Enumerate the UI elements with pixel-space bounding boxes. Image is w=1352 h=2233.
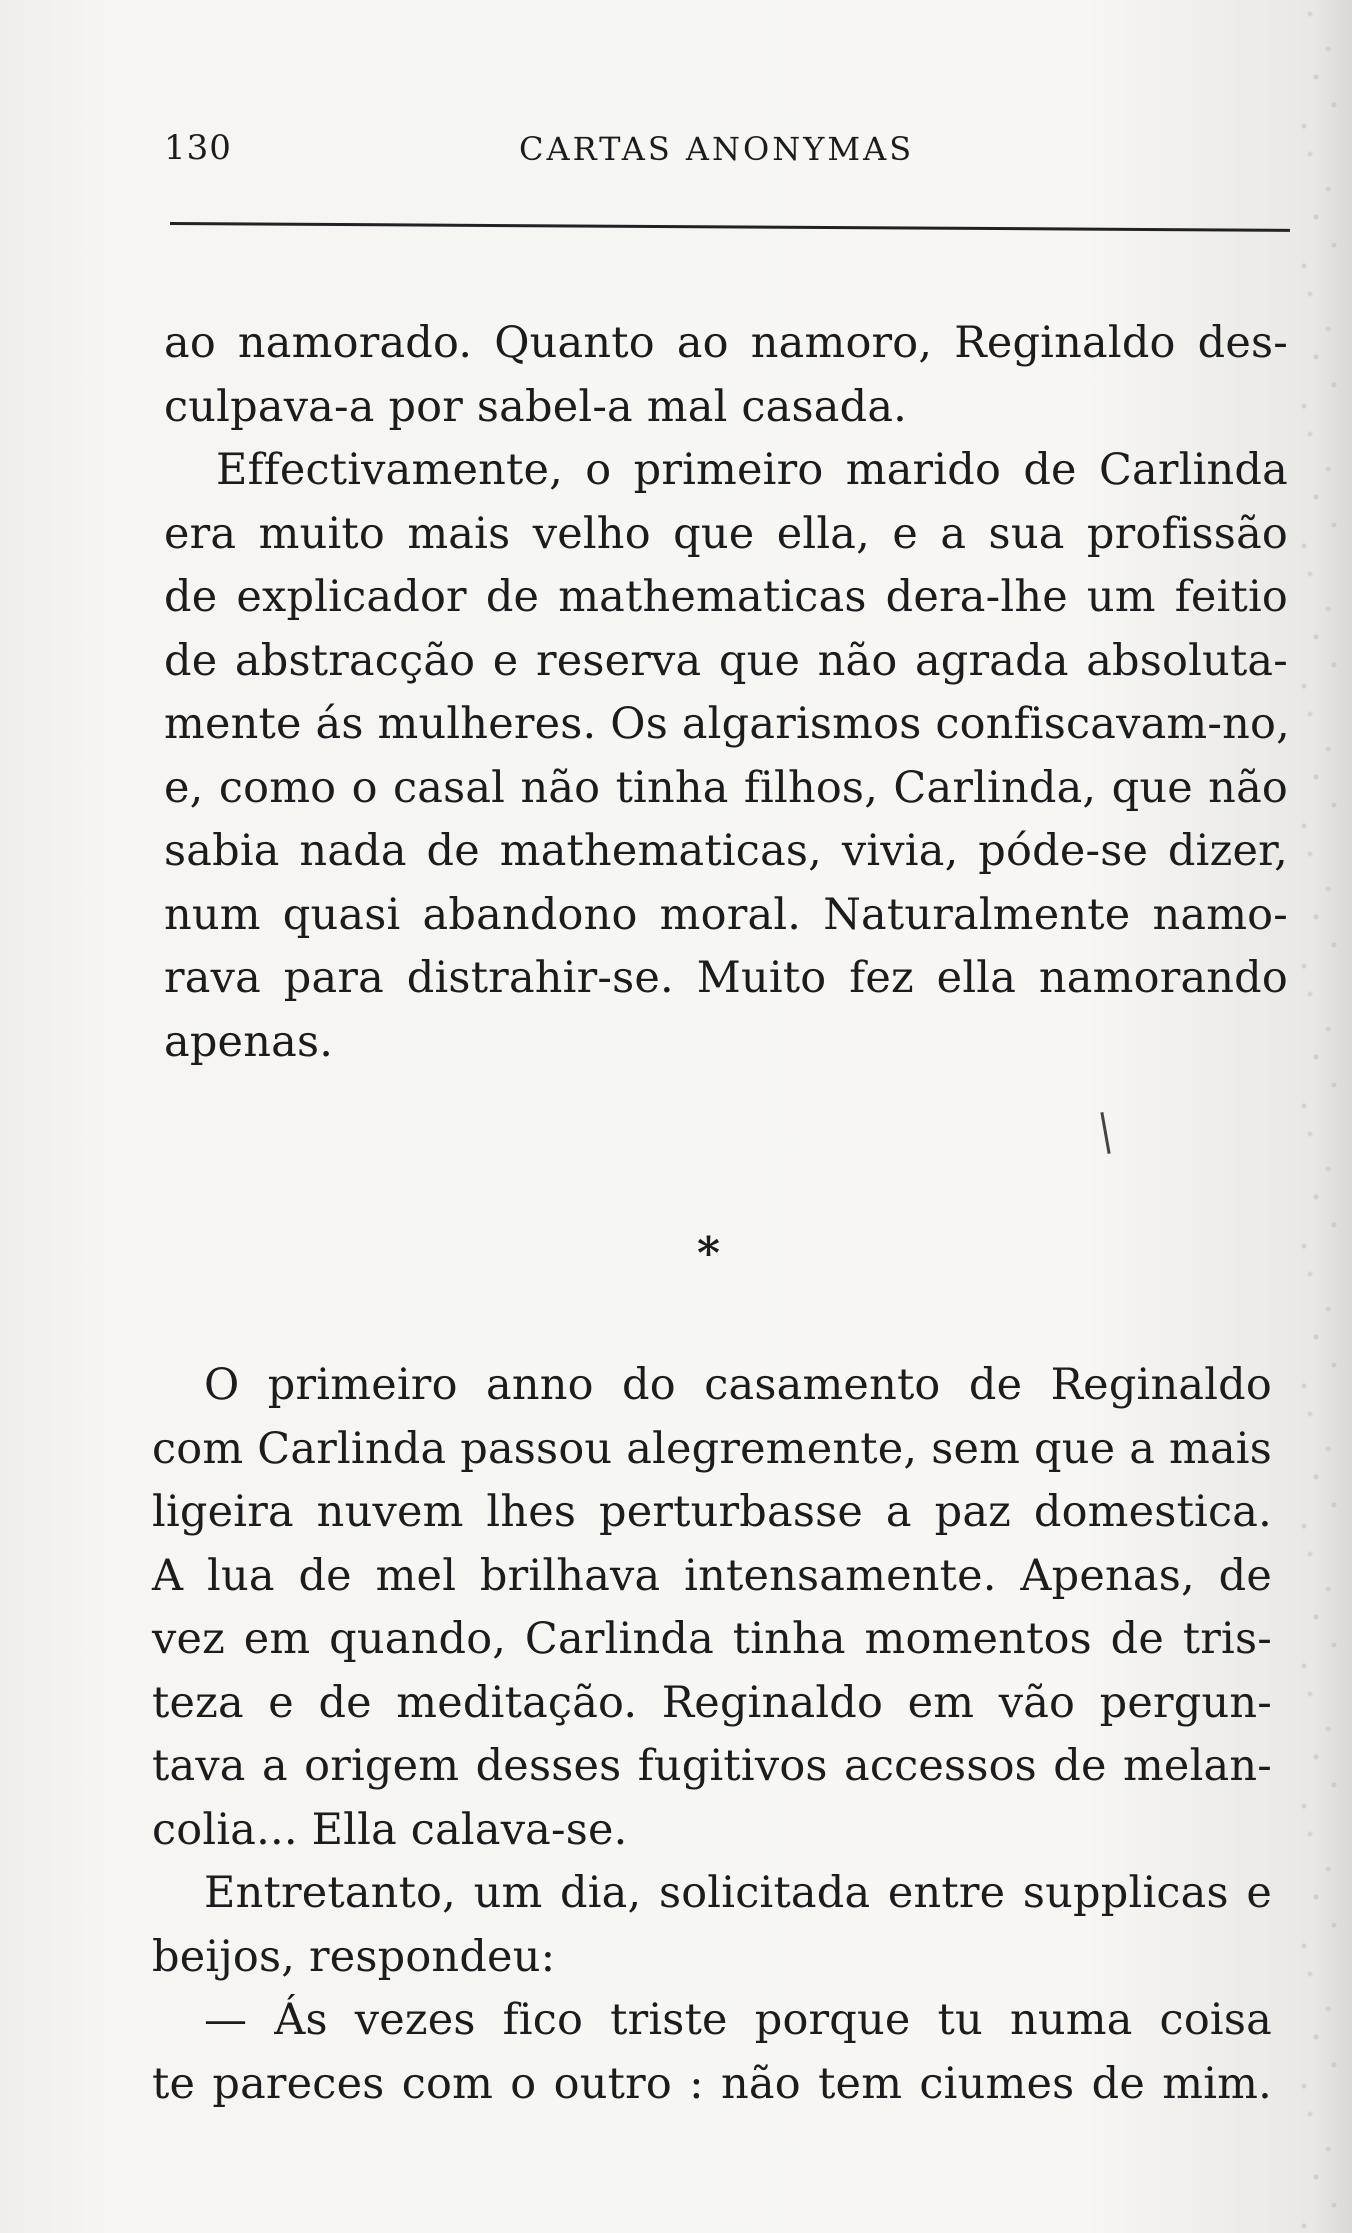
text-line: mente ás mulheres. Os algarismos confiscavam-no,	[164, 699, 1290, 749]
text-line: vez em quando, Carlinda tinha momentos de tris-	[152, 1614, 1272, 1664]
paragraph	[164, 312, 1288, 439]
paragraph	[152, 1354, 1272, 1862]
paragraph	[152, 1989, 1272, 2116]
text-line: sabia nada de mathematicas, vivia, póde-se dizer,	[164, 826, 1288, 876]
running-title: CARTAS ANONYMAS	[519, 130, 915, 168]
text-line: Effectivamente, o primeiro marido de Carlinda	[216, 445, 1288, 495]
text-line: O primeiro anno do casamento de Reginaldo	[204, 1360, 1272, 1410]
text-line: num quasi abandono moral. Naturalmente namo-	[164, 889, 1288, 940]
text-line: com Carlinda passou alegremente, sem que a mais	[152, 1423, 1272, 1474]
text-line: de abstracção e reserva que não agrada absoluta-	[164, 635, 1288, 686]
page-edge-speckle	[1292, 0, 1352, 2233]
text-line: A lua de mel brilhava intensamente. Apenas, de	[152, 1550, 1272, 1601]
text-line: rava para distrahir-se. Muito fez ella namorando	[164, 953, 1288, 1003]
text-line: de explicador de mathematicas dera-lhe um feitio	[164, 572, 1288, 622]
text-line: teza e de meditação. Reginaldo em vão pergun-	[152, 1677, 1272, 1728]
text-line: e, como o casal não tinha filhos, Carlinda, que não	[164, 762, 1288, 813]
text-line: apenas.	[164, 1016, 334, 1067]
text-line: Entretanto, um dia, solicitada entre supplicas e	[204, 1868, 1272, 1918]
text-line: culpava-a por sabel-a mal casada.	[164, 381, 908, 432]
section-break-asterisk: *	[697, 1228, 721, 1279]
text-line: tava a origem desses fugitivos accessos de melan-	[152, 1741, 1272, 1791]
text-line: era muito mais velho que ella, e a sua profissão	[164, 508, 1288, 559]
page-number: 130	[164, 128, 232, 168]
text-line: te pareces com o outro : não tem ciumes de mim.	[152, 2058, 1272, 2109]
page-header	[164, 128, 1288, 178]
text-line: ligeira nuvem lhes perturbasse a paz domestica.	[152, 1487, 1272, 1537]
text-block-top	[164, 312, 1288, 1074]
text-line: ao namorado. Quanto ao namoro, Reginaldo des-	[164, 318, 1288, 368]
text-line: colia... Ella calava-se.	[152, 1804, 628, 1855]
text-line: beijos, respondeu:	[152, 1931, 556, 1982]
header-rule	[170, 222, 1290, 232]
paragraph	[152, 1862, 1272, 1989]
text-line: — Ás vezes fico triste porque tu numa coisa	[204, 1995, 1272, 2045]
text-block-bottom	[152, 1354, 1272, 2116]
stray-ink-mark	[1100, 1112, 1110, 1154]
paragraph	[164, 439, 1288, 1074]
